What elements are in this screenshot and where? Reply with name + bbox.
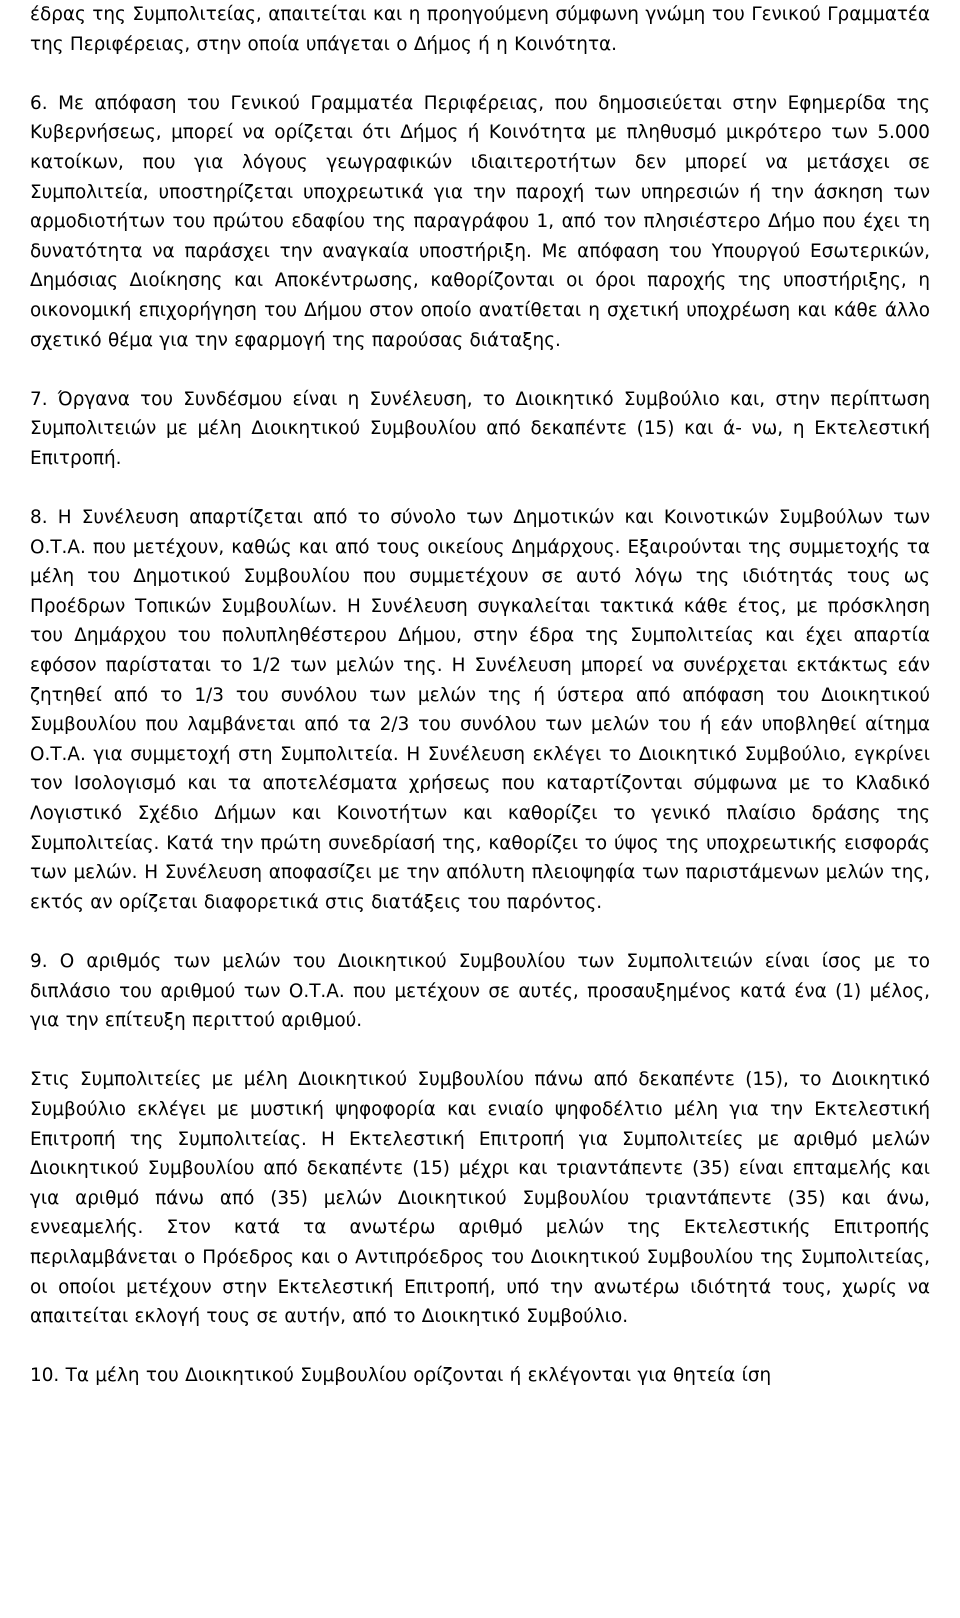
paragraph-8: 8. Η Συνέλευση απαρτίζεται από το σύνολο των Δημοτικών και Κοινοτικών Συμβούλων των Ο.Τ.Α. που μετέχουν, καθώς και από τους οικείους Δημάρχους. Εξαιρούνται της συμμετοχής τα μέλη του Δημοτικού Συμβουλίου που συμμετέχουν σε αυτό λόγω της ιδιότητάς τους ως Προέδρων Τοπικών Συμβουλίων. Η Συνέλευση συγκαλείται τακτικά κάθε έτος, με πρόσκληση του Δημάρχου του πολυπληθέστερου Δήμου, στην έδρα της Συμπολιτείας και έχει απαρτία εφόσον παρίσταται το 1/2 των μελών της. Η Συνέλευση μπορεί να συνέρχεται εκτάκτως εάν ζητηθεί από το 1/3 του συνόλου των μελών της ή ύστερα από απόφαση του Διοικητικού Συμβουλίου που λαμβάνεται από τα 2/3 του συνόλου των μελών του ή εάν υποβληθεί αίτημα Ο.Τ.Α. για συμμετοχή στη Συμπολιτεία. Η Συνέλευση εκλέγει το Διοικητικό Συμβούλιο, εγκρίνει τον Ισολογισμό και τα αποτελέσματα χρήσεως που καταρτίζονται σύμφωνα με το Κλαδικό Λογιστικό Σχέδιο Δήμων και Κοινοτήτων και καθορίζει το γενικό πλαίσιο δράσης της Συμπολιτείας. Κατά την πρώτη συνεδρίασή της, καθορίζει το ύψος της υποχρεωτικής εισφοράς των μελών. Η Συνέλευση αποφασίζει με την απόλυτη πλειοψηφία των παριστάμενων μελών της, εκτός αν ορίζεται διαφορετικά στις διατάξεις του παρόντος. [30, 507, 930, 913]
paragraph-7: 7. Όργανα του Συνδέσμου είναι η Συνέλευση, το Διοικητικό Συμβούλιο και, στην περίπτωση Συμπολιτειών με μέλη Διοικητικού Συμβουλίου από δεκαπέντε (15) και ά- νω, η Εκτελεστική Επιτροπή. [30, 388, 930, 469]
paragraph-continuation: έδρας της Συμπολιτείας, απαιτείται και η προηγούμενη σύμφωνη γνώμη του Γενικού Γραμματέα της Περιφέρειας, στην οποία υπάγεται ο Δήμος ή η Κοινότητα. [30, 4, 930, 55]
paragraph-9: 9. Ο αριθμός των μελών του Διοικητικού Συμβουλίου των Συμπολιτειών είναι ίσος με το διπλάσιο του αριθμού των Ο.Τ.Α. που μετέχουν σε αυτές, προσαυξημένος κατά ένα (1) μέλος, για την επίτευξη περιττού αριθμού. [30, 951, 930, 1032]
paragraph-6: 6. Με απόφαση του Γενικού Γραμματέα Περιφέρειας, που δημοσιεύεται στην Εφημερίδα της Κυβερνήσεως, μπορεί να ορίζεται ότι Δήμος ή Κοινότητα με πληθυσμό μικρότερο των 5.000 κατοίκων, που για λόγους γεωγραφικών ιδιαιτεροτήτων δεν μπορεί να μετάσχει σε Συμπολιτεία, υποστηρίζεται υποχρεωτικά για την παροχή των υπηρεσιών ή την άσκηση των αρμοδιοτήτων του πρώτου εδαφίου της παραγράφου 1, από τον πλησιέστερο Δήμο που έχει τη δυνατότητα να παράσχει την αναγκαία υποστήριξη. Με απόφαση του Υπουργού Εσωτερικών, Δημόσιας Διοίκησης και Αποκέντρωσης, καθορίζονται οι όροι παροχής της υποστήριξης, η οικονομική επιχορήγηση του Δήμου στον οποίο ανατίθεται η σχετική υποχρέωση και κάθε άλλο σχετικό θέμα για την εφαρμογή της παρούσας διάταξης. [30, 92, 930, 351]
paragraph-9-executive-committee: Στις Συμπολιτείες με μέλη Διοικητικού Συμβουλίου πάνω από δεκαπέντε (15), το Διοικητικό Συμβούλιο εκλέγει με μυστική ψηφοφορία και ενιαίο ψηφοδέλτιο μέλη για την Εκτελεστική Επιτροπή της Συμπολιτείας. Η Εκτελεστική Επιτροπή για Συμπολιτείες με αριθμό μελών Διοικητικού Συμβουλίου από δεκαπέντε (15) μέχρι και τριαντάπεντε (35) είναι επταμελής και για αριθμό πάνω από (35) μελών Διοικητικού Συμβουλίου τριαντάπεντε (35) και άνω, εννεαμελής. Στον κατά τα ανωτέρω αριθμό μελών της Εκτελεστικής Επιτροπής περιλαμβάνεται ο Πρόεδρος και ο Αντιπρόεδρος του Διοικητικού Συμβουλίου της Συμπολιτείας, οι οποίοι μετέχουν στην Εκτελεστική Επιτροπή, υπό την ανωτέρω ιδιότητά τους, χωρίς να απαιτείται εκλογή τους σε αυτήν, από το Διοικητικό Συμβούλιο. [30, 1069, 930, 1328]
document-page [30, 0, 930, 1421]
paragraph-10: 10. Τα μέλη του Διοικητικού Συμβουλίου ορίζονται ή εκλέγονται για θητεία ίση [30, 1365, 772, 1387]
